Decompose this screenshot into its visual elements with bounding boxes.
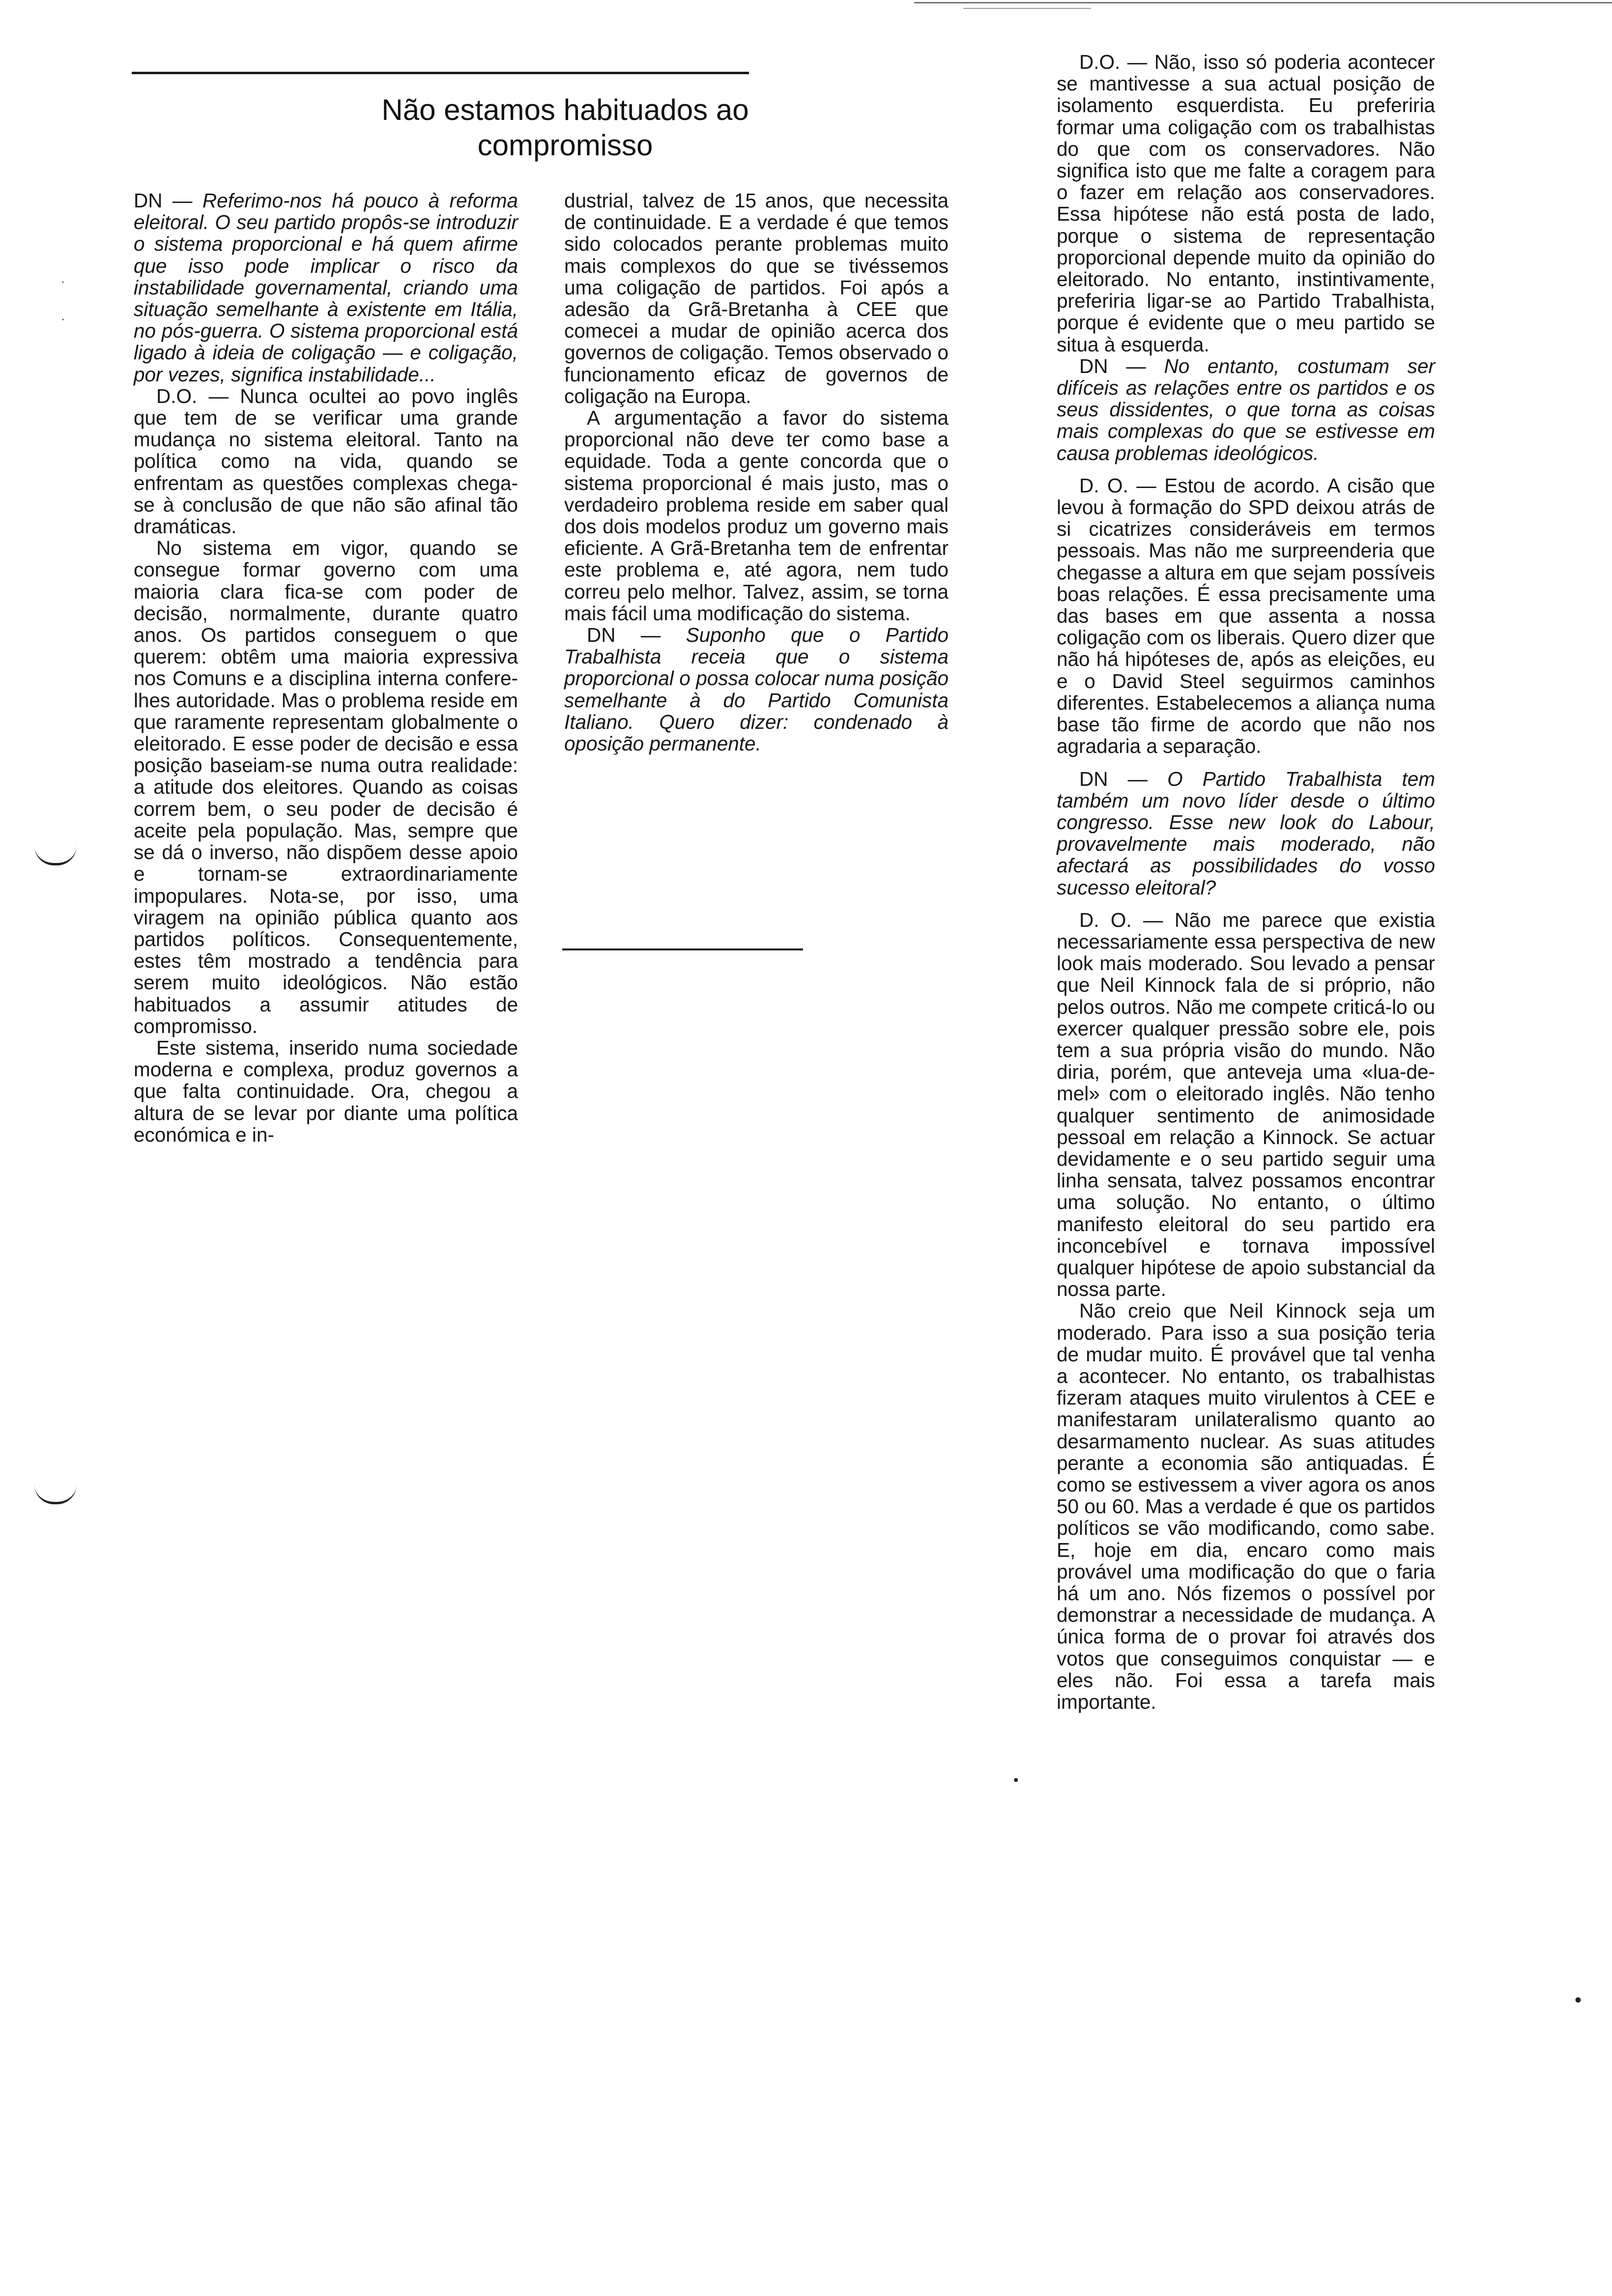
speck: • xyxy=(1575,1989,1582,2011)
speaker-label: DN — xyxy=(587,624,661,647)
interview-question xyxy=(1057,355,1435,464)
column-1 xyxy=(134,190,518,1146)
title-top-rule xyxy=(132,72,749,74)
article-title-line2: compromisso xyxy=(477,129,653,162)
answer-text: Não, isso só poderia acontecer se mantivesse a sua actual posição de isolamento esquerdista. Eu preferiria formar uma coligação com os trabalhistas do que com os conservadores. Não significa isto que me falte a coragem para o fazer em relação aos conservadores. Essa hipótese não está posta de lado, porque o sistema de representação proporcional depende muito da opinião do eleitorado. No entanto, instintivamente, preferiria ligar-se ao Partido Trabalhista, porque é evidente que o meu partido se situa à esquerda. xyxy=(1057,51,1435,356)
paragraph: A argumentação a favor do sistema proporcional não deve ter como base a equidade. Toda a gente concorda que o sistema proporcional é mais justo, mas o verdadeiro problema reside em saber qual dos dois modelos produz um governo mais eficiente. A Grã-Bretanha tem de enfrentar este problema e, até agora, nem tudo correu pelo melhor. Talvez, assim, se torna mais fácil uma modificação do sistema. xyxy=(564,406,949,625)
column-2 xyxy=(564,190,949,754)
paragraph: Não creio que Neil Kinnock seja um moderado. Para isso a sua posição teria de mudar muito. É provável que tal venha a acontecer. No entanto, os trabalhistas fizeram ataques muito virulentos à CEE e manifestaram unilateralismo quanto ao desarmamento nuclear. As suas atitudes perante a economia são antiquadas. É como se estivessem a viver agora os anos 50 ou 60. Mas a verdade é que os partidos políticos se vão modificando, como sabe. E, hoje em dia, encaro como mais provável uma modificação do que o faria há um ano. Nós fizemos o possível por demonstrar a necessidade de mudança. A única forma de o provar foi através dos votos que conseguimos conquistar — e eles não. Foi essa a tarefa mais importante. xyxy=(1057,1299,1436,1714)
speck: · xyxy=(61,275,65,288)
answer-text: Estou de acordo. A cisão que levou à formação do SPD deixou atrás de si cicatrizes consideráveis em termos pessoais. Mas não me surpreenderia que chegasse a altura em que sejam possíveis boas relações. É essa precisamente uma das bases em que assenta a nossa coligação com os liberais. Quero dizer que não há hipóteses de, após as eleições, eu e o David Steel seguirmos caminhos diferentes. Estabelecemos a aliança numa base tão firme de acordo que não nos agradaria a separação. xyxy=(1057,474,1435,758)
speaker-label: D. O. — xyxy=(1079,908,1163,931)
interview-answer xyxy=(1057,51,1435,355)
speaker-label: DN — xyxy=(134,189,193,212)
interview-question xyxy=(134,190,518,385)
paragraph: Este sistema, inserido numa sociedade moderna e complexa, produz governos a que falta continuidade. Ora, chegou a altura de se levar por diante uma política económica e in- xyxy=(134,1036,518,1146)
binder-mark-lower xyxy=(34,1482,77,1504)
interview-answer xyxy=(1057,475,1435,757)
speck: • xyxy=(1013,1772,1019,1788)
speaker-label: D.O. — xyxy=(1079,51,1148,73)
article-title-line1: Não estamos habituados ao xyxy=(381,93,749,126)
answer-text: Nunca ocultei ao povo inglês que tem de se verificar uma grande mudança no sistema eleitoral. Tanto na política como na vida, quando se enfrentam as questões complexas chega-se à conclusão de que não são afinal tão dramáticas. xyxy=(134,384,518,538)
question-text: Referimo-nos há pouco à reforma eleitoral. O seu partido propôs-se introduzir o sistema proporcional e há quem afirme que isso pode implicar o risco da instabilidade governamental, criando uma situação semelhante à existente em Itália, no pós-guerra. O sistema proporcional está ligado à ideia de coligação — e coligação, por vezes, significa instabilidade... xyxy=(134,189,518,386)
interview-answer xyxy=(1057,909,1435,1300)
question-text: Suponho que o Partido Trabalhista receia que o sistema proporcional o possa colocar numa posição semelhante à do Partido Comunista Italiano. Quero dizer: condenado à oposição permanente. xyxy=(564,624,949,755)
question-text: No entanto, costumam ser difíceis as relações entre os partidos e os seus dissidentes, o que torna as coisas mais complexas do que se estivesse em causa problemas ideológicos. xyxy=(1057,354,1436,464)
interview-question xyxy=(1057,768,1435,898)
scan-edge-line-short xyxy=(963,8,1091,9)
article-title xyxy=(295,92,835,163)
speaker-label: DN — xyxy=(1079,767,1148,790)
speaker-label: D.O. — xyxy=(156,384,229,407)
answer-text: Não me parece que existia necessariamente essa perspectiva de new look mais moderado. Sou levado a pensar que Neil Kinnock fala de si próprio, não pelos outros. Não me compete criticá-lo ou exercer qualquer pressão sobre ele, pois tem a sua própria visão do mundo. Não diria, porém, que anteveja uma «lua-de-mel» com o eleitorado inglês. Não tenho qualquer sentimento de animosidade pessoal em relação a Kinnock. Se actuar devidamente e o seu partido seguir uma linha sensata, talvez possamos encontrar uma solução. No entanto, o último manifesto eleitoral do seu partido era inconcebível e tornava impossível qualquer hipótese de apoio substancial da nossa parte. xyxy=(1057,908,1435,1301)
paragraph-continued: dustrial, talvez de 15 anos, que necessita de continuidade. E a verdade é que temos sido colocados perante problemas muito mais complexos do que se tivéssemos uma coligação de partidos. Foi após a adesão da Grã-Bretanha à CEE que comecei a mudar de opinião acerca dos governos de coligação. Temos observado o funcionamento eficaz de governos de coligação na Europa. xyxy=(564,189,949,407)
interview-answer xyxy=(134,385,518,537)
paragraph: No sistema em vigor, quando se consegue formar governo com uma maioria clara fica-se com poder de decisão, normalmente, durante quatro anos. Os partidos conseguem o que querem: obtêm uma maioria expressiva nos Comuns e a disciplina interna confere-lhes autoridade. Mas o problema reside em que raramente representam globalmente o eleitorado. E esse poder de decisão e essa posição baseiam-se numa outra realidade: a atitude dos eleitores. Quando as coisas correm bem, o seu poder de decisão é aceite pela população. Mas, sempre que se dá o inverso, não dispõem desse apoio e tornam-se extraordinariamente impopulares. Nota-se, por isso, uma viragem na opinião pública quanto aos partidos políticos. Consequentemente, estes têm mostrado a tendência para serem muito ideológicos. Não estão habituados a assumir atitudes de compromisso. xyxy=(134,537,518,1037)
column-end-rule xyxy=(562,948,803,950)
scan-edge-line xyxy=(914,2,1612,3)
speck: · xyxy=(61,313,65,326)
binder-mark-upper xyxy=(34,843,77,865)
speaker-label: DN — xyxy=(1079,354,1146,377)
column-3 xyxy=(1057,51,1435,1713)
interview-question xyxy=(564,624,949,754)
speaker-label: D. O. — xyxy=(1079,474,1156,497)
question-text: O Partido Trabalhista tem também um novo líder desde o último congresso. Esse new look do Labour, provavelmente mais moderado, não afectará as possibilidades do vosso sucesso eleitoral? xyxy=(1057,767,1435,899)
